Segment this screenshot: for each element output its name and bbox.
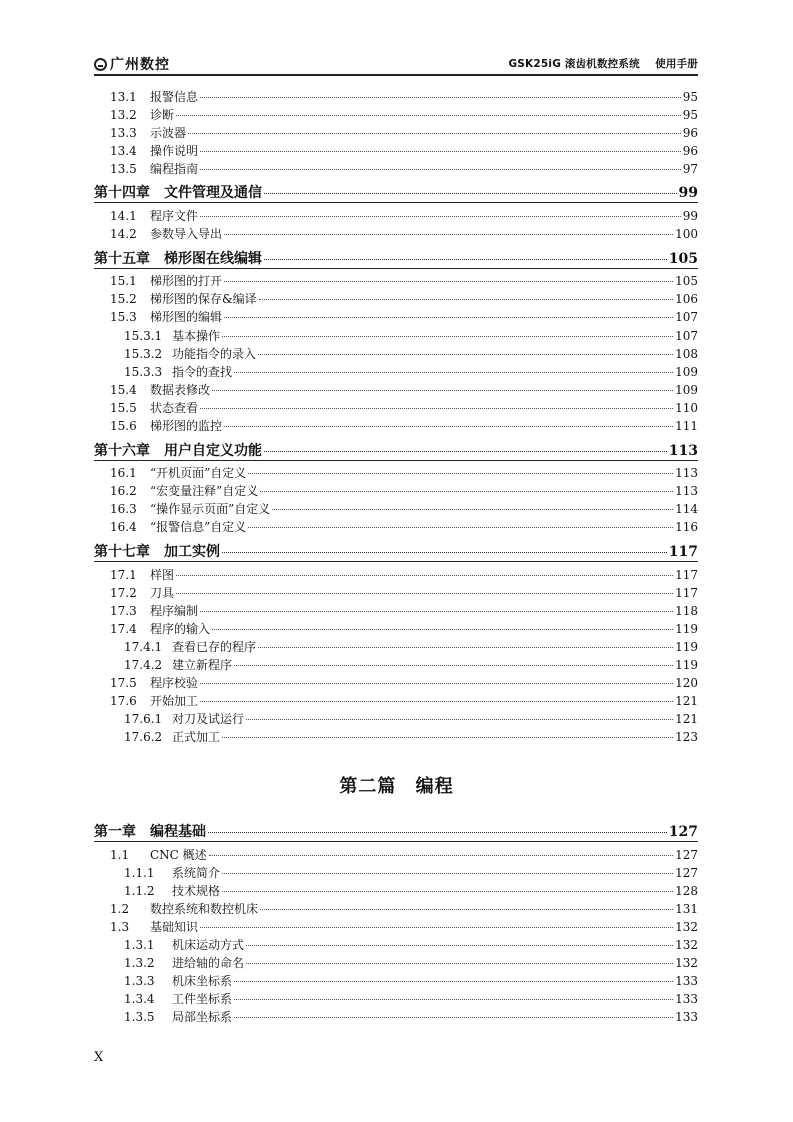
toc-entry-title: 机床运动方式 (172, 938, 245, 952)
toc-entry-page: 132 (675, 920, 698, 934)
toc-section-entry[interactable] (94, 620, 698, 637)
toc-entry-page: 109 (675, 383, 698, 397)
dot-leader (259, 299, 673, 300)
toc-entry-page: 100 (675, 227, 698, 241)
toc-entry-page: 119 (675, 658, 698, 672)
toc-entry-page: 117 (668, 544, 698, 560)
toc-entry-number: 17.2 (110, 586, 137, 600)
document-title: GSK25iG 滚齿机数控系统 使用手册 (508, 58, 698, 70)
dot-leader (224, 317, 673, 318)
toc-section-entry[interactable] (94, 142, 698, 159)
toc-entry-title: 加工实例 (164, 544, 220, 560)
toc-entry-number: 第一章 (94, 824, 136, 840)
toc-entry-page: 108 (675, 347, 698, 361)
toc-chapter-entry[interactable] (94, 821, 698, 842)
dot-leader (224, 281, 673, 282)
toc-entry-number: 17.6.2 (124, 730, 163, 744)
toc-entry-title: 程序编制 (150, 604, 199, 618)
dot-leader (248, 473, 673, 474)
toc-entry-title: 开始加工 (150, 694, 199, 708)
toc-entry-title: “报警信息”自定义 (150, 520, 247, 534)
toc-entry-title: 程序文件 (150, 209, 199, 223)
dot-leader (246, 719, 673, 720)
toc-entry-page: 106 (675, 292, 698, 306)
toc-entry-page: 111 (675, 419, 698, 433)
toc-section-entry[interactable] (94, 272, 698, 289)
toc-entry-number: 15.3.2 (124, 347, 163, 361)
part-number: 第二篇 (339, 776, 397, 797)
dot-leader (260, 909, 673, 910)
toc-section-entry[interactable] (94, 936, 698, 953)
toc-entry-title: 用户自定义功能 (164, 443, 262, 459)
toc-entry-number: 16.1 (110, 466, 137, 480)
toc-section-entry[interactable] (94, 846, 698, 863)
toc-entry-number: 15.5 (110, 401, 137, 415)
toc-entry-number: 17.5 (110, 676, 137, 690)
toc-section-entry[interactable] (94, 518, 698, 535)
toc-section-entry[interactable] (94, 674, 698, 691)
toc-section-entry[interactable] (94, 710, 698, 727)
dot-leader (200, 97, 681, 98)
toc-section-entry[interactable] (94, 327, 698, 344)
toc-entry-page: 99 (682, 209, 698, 223)
toc-section-entry[interactable] (94, 290, 698, 307)
toc-entry-page: 118 (675, 604, 698, 618)
toc-entry-page: 121 (675, 712, 698, 726)
toc-entry-page: 132 (675, 938, 698, 952)
toc-entry-page: 117 (675, 568, 698, 582)
toc-entry-number: 15.2 (110, 292, 137, 306)
toc-entry-title: 数控系统和数控机床 (150, 902, 259, 916)
dot-leader (258, 354, 673, 355)
toc-entry-number: 15.3.1 (124, 329, 163, 343)
dot-leader (200, 683, 673, 684)
toc-entry-title: 系统简介 (172, 866, 221, 880)
toc-entry-number: 1.1.2 (124, 884, 155, 898)
toc-entry-number: 17.4.2 (124, 658, 163, 672)
toc-chapter-entry[interactable] (94, 182, 698, 203)
dot-leader (222, 737, 673, 738)
dot-leader (222, 552, 667, 553)
toc-section-entry[interactable] (94, 464, 698, 481)
toc-section-entry[interactable] (94, 160, 698, 177)
toc-section-entry[interactable] (94, 602, 698, 619)
toc-entry-page: 127 (675, 866, 698, 880)
toc-entry-title: 参数导入导出 (150, 227, 223, 241)
dot-leader (200, 927, 673, 928)
toc-section-entry[interactable] (94, 692, 698, 709)
page-number: X (94, 1050, 104, 1065)
toc-entry-page: 133 (675, 992, 698, 1006)
dot-leader (176, 575, 673, 576)
toc-section-entry[interactable] (94, 566, 698, 583)
toc-entry-number: 17.1 (110, 568, 137, 582)
toc-entry-title: 梯形图的监控 (150, 419, 223, 433)
toc-entry-number: 17.4 (110, 622, 137, 636)
dot-leader (260, 491, 673, 492)
dot-leader (176, 593, 673, 594)
toc-entry-number: 1.1 (110, 848, 130, 862)
toc-entry-title: “开机页面”自定义 (150, 466, 247, 480)
toc-entry-title: 梯形图在线编辑 (164, 251, 262, 267)
toc-entry-page: 133 (675, 1010, 698, 1024)
toc-entry-page: 113 (675, 466, 698, 480)
dot-leader (264, 451, 667, 452)
dot-leader (212, 629, 673, 630)
toc-section-entry[interactable] (94, 882, 698, 899)
toc-entry-title: 报警信息 (150, 90, 199, 104)
toc-entry-number: 13.5 (110, 162, 137, 176)
toc-entry-title: 诊断 (150, 108, 175, 122)
dot-leader (234, 372, 673, 373)
dot-leader (209, 855, 673, 856)
toc-entry-page: 105 (668, 251, 698, 267)
toc-section-entry[interactable] (94, 88, 698, 105)
toc-entry-page: 127 (668, 824, 698, 840)
toc-entry-number: 15.3.3 (124, 365, 163, 379)
dot-leader (234, 999, 673, 1000)
toc-entry-number: 1.3.2 (124, 956, 155, 970)
dot-leader (212, 390, 673, 391)
toc-entry-number: 14.2 (110, 227, 137, 241)
toc-entry-page: 113 (675, 484, 698, 498)
dot-leader (264, 259, 667, 260)
toc-entry-page: 119 (675, 640, 698, 654)
toc-entry-page: 131 (675, 902, 698, 916)
dot-leader (222, 873, 673, 874)
toc-section-entry[interactable] (94, 345, 698, 362)
toc-entry-title: 梯形图的编辑 (150, 310, 223, 324)
toc-chapter-entry[interactable] (94, 541, 698, 562)
page-header (94, 52, 698, 76)
dot-leader (200, 611, 673, 612)
toc-entry-title: 梯形图的打开 (150, 274, 223, 288)
toc-entry-title: 程序校验 (150, 676, 199, 690)
toc-entry-title: CNC 概述 (150, 848, 207, 862)
toc-entry-title: “宏变量注释”自定义 (150, 484, 259, 498)
toc-entry-title: 正式加工 (172, 730, 221, 744)
toc-entry-title: 指令的查找 (172, 365, 233, 379)
dot-leader (200, 151, 681, 152)
dot-leader (234, 1017, 673, 1018)
toc-section-entry[interactable] (94, 972, 698, 989)
toc-section-entry[interactable] (94, 225, 698, 242)
dot-leader (188, 133, 681, 134)
dot-leader (234, 665, 673, 666)
toc-entry-page: 97 (682, 162, 698, 176)
toc-entry-page: 96 (682, 126, 698, 140)
toc-entry-number: 17.4.1 (124, 640, 163, 654)
toc-entry-number: 13.1 (110, 90, 137, 104)
dot-leader (222, 891, 673, 892)
toc-section-entry[interactable] (94, 728, 698, 745)
toc-entry-page: 107 (675, 329, 698, 343)
toc-section-entry[interactable] (94, 900, 698, 917)
toc-entry-title: 编程指南 (150, 162, 199, 176)
toc-entry-title: 梯形图的保存&编译 (150, 292, 257, 306)
toc-entry-title: 对刀及试运行 (172, 712, 245, 726)
toc-entry-page: 119 (675, 622, 698, 636)
toc-entry-title: 样图 (150, 568, 175, 582)
dot-leader (264, 193, 677, 194)
toc-entry-title: 机床坐标系 (172, 974, 233, 988)
toc-entry-title: 局部坐标系 (172, 1010, 233, 1024)
toc-entry-title: “操作显示页面”自定义 (150, 502, 271, 516)
toc-chapter-entry[interactable] (94, 440, 698, 461)
toc-entry-number: 第十七章 (94, 544, 150, 560)
toc-entry-title: 进给轴的命名 (172, 956, 245, 970)
dot-leader (234, 981, 673, 982)
dot-leader (246, 945, 673, 946)
dot-leader (258, 647, 673, 648)
toc-section-entry[interactable] (94, 918, 698, 935)
dot-leader (222, 336, 673, 337)
toc-section-entry[interactable] (94, 399, 698, 416)
toc-section-entry[interactable] (94, 1008, 698, 1025)
toc-entry-page: 132 (675, 956, 698, 970)
toc-entry-title: 基础知识 (150, 920, 199, 934)
toc-section-entry[interactable] (94, 990, 698, 1007)
toc-entry-number: 1.3.3 (124, 974, 155, 988)
toc-entry-page: 121 (675, 694, 698, 708)
toc-entry-title: 建立新程序 (172, 658, 233, 672)
toc-entry-title: 编程基础 (150, 824, 206, 840)
dot-leader (224, 234, 673, 235)
toc-entry-page: 95 (682, 108, 698, 122)
toc-entry-page: 114 (675, 502, 698, 516)
toc-entry-number: 17.3 (110, 604, 137, 618)
toc-entry-number: 1.2 (110, 902, 130, 916)
toc-entry-page: 110 (675, 401, 698, 415)
dot-leader (248, 527, 673, 528)
toc-entry-title: 文件管理及通信 (164, 185, 262, 201)
toc-entry-title: 状态查看 (150, 401, 199, 415)
dot-leader (246, 963, 673, 964)
toc-section-entry[interactable] (94, 584, 698, 601)
toc-entry-number: 13.2 (110, 108, 137, 122)
toc-section-entry[interactable] (94, 954, 698, 971)
dot-leader (224, 426, 673, 427)
toc-entry-page: 105 (675, 274, 698, 288)
dot-leader (176, 115, 681, 116)
toc-entry-number: 16.2 (110, 484, 137, 498)
toc-entry-page: 123 (675, 730, 698, 744)
toc-entry-title: 技术规格 (172, 884, 221, 898)
toc-entry-page: 120 (675, 676, 698, 690)
toc-entry-page: 127 (675, 848, 698, 862)
toc-entry-number: 13.4 (110, 144, 137, 158)
toc-entry-number: 1.3.5 (124, 1010, 155, 1024)
toc-entry-page: 95 (682, 90, 698, 104)
toc-entry-number: 1.3.4 (124, 992, 155, 1006)
toc-entry-number: 15.1 (110, 274, 137, 288)
toc-entry-number: 15.6 (110, 419, 137, 433)
toc-section-entry[interactable] (94, 864, 698, 881)
dot-leader (200, 701, 673, 702)
toc-entry-title: 示波器 (150, 126, 187, 140)
dot-leader (200, 216, 681, 217)
dot-leader (200, 408, 673, 409)
toc-section-entry[interactable] (94, 124, 698, 141)
toc-section-entry[interactable] (94, 417, 698, 434)
toc-entry-title: 程序的输入 (150, 622, 211, 636)
toc-entry-number: 13.3 (110, 126, 137, 140)
toc-entry-number: 第十四章 (94, 185, 150, 201)
toc-entry-number: 1.3 (110, 920, 130, 934)
toc-entry-title: 查看已存的程序 (172, 640, 257, 654)
toc-section-entry[interactable] (94, 207, 698, 224)
toc-entry-page: 113 (668, 443, 698, 459)
toc-chapter-entry[interactable] (94, 248, 698, 269)
dot-leader (200, 169, 681, 170)
logo-mark-icon (94, 58, 107, 71)
toc-entry-number: 17.6.1 (124, 712, 163, 726)
toc-entry-title: 数据表修改 (150, 383, 211, 397)
toc-entry-number: 第十五章 (94, 251, 150, 267)
toc-entry-page: 133 (675, 974, 698, 988)
toc-entry-title: 功能指令的录入 (172, 347, 257, 361)
toc-section-entry[interactable] (94, 656, 698, 673)
toc-entry-number: 1.3.1 (124, 938, 155, 952)
toc-section-entry[interactable] (94, 381, 698, 398)
company-logo (94, 54, 170, 74)
part-title (0, 772, 793, 798)
toc-section-entry[interactable] (94, 106, 698, 123)
toc-entry-title: 基本操作 (172, 329, 221, 343)
toc-entry-page: 109 (675, 365, 698, 379)
toc-entry-title: 操作说明 (150, 144, 199, 158)
toc-entry-page: 117 (675, 586, 698, 600)
toc-entry-number: 16.4 (110, 520, 137, 534)
toc-section-entry[interactable] (94, 500, 698, 517)
toc-entry-number: 1.1.1 (124, 866, 155, 880)
toc-entry-title: 刀具 (150, 586, 175, 600)
toc-entry-page: 96 (682, 144, 698, 158)
toc-entry-number: 17.6 (110, 694, 137, 708)
toc-entry-page: 116 (675, 520, 698, 534)
toc-entry-page: 99 (678, 185, 698, 201)
toc-entry-title: 工件坐标系 (172, 992, 233, 1006)
toc-section-entry[interactable] (94, 482, 698, 499)
dot-leader (272, 509, 673, 510)
toc-entry-page: 107 (675, 310, 698, 324)
toc-section-entry[interactable] (94, 308, 698, 325)
logo-text: 广州数控 (110, 57, 170, 73)
toc-entry-number: 15.4 (110, 383, 137, 397)
toc-section-entry[interactable] (94, 363, 698, 380)
dot-leader (208, 832, 667, 833)
part-name: 编程 (415, 776, 454, 797)
toc-entry-number: 15.3 (110, 310, 137, 324)
toc-entry-page: 128 (675, 884, 698, 898)
toc-entry-number: 14.1 (110, 209, 137, 223)
toc-section-entry[interactable] (94, 638, 698, 655)
toc-entry-number: 第十六章 (94, 443, 150, 459)
toc-entry-number: 16.3 (110, 502, 137, 516)
